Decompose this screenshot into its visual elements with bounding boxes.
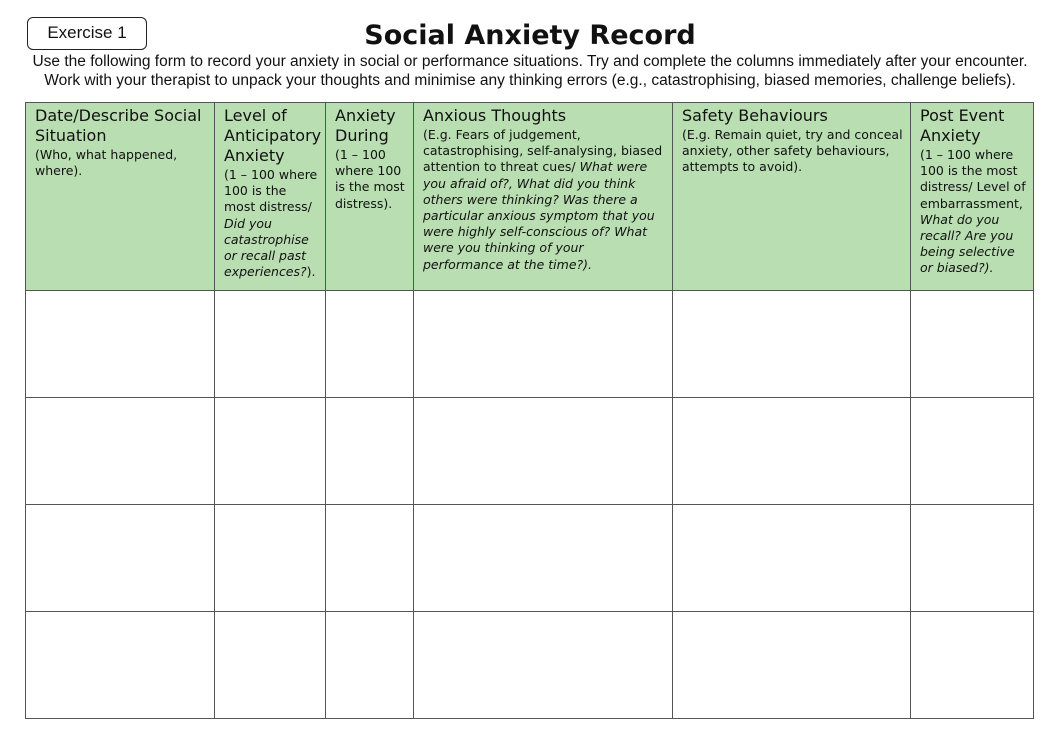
column-title: Safety Behaviours <box>682 106 828 125</box>
column-title: Date/Describe Social Situation <box>35 106 202 145</box>
column-header-anxiety-during <box>326 103 414 291</box>
entry-cell[interactable] <box>911 505 1034 612</box>
table-row <box>26 291 1034 398</box>
column-description: (E.g. Remain quiet, try and conceal anxiety, other safety behaviours, attempts to avoid). <box>682 127 903 175</box>
instruction-line: Use the following form to record your anxiety in social or performance situations. Try and complete the columns immediately after your encounter. <box>32 53 1028 70</box>
entry-cell[interactable] <box>673 398 911 505</box>
table-row <box>26 612 1034 719</box>
column-header-safety-behaviours <box>673 103 911 291</box>
column-header-post-event-anxiety <box>911 103 1034 291</box>
entry-cell[interactable] <box>414 291 673 398</box>
column-header-anxious-thoughts <box>414 103 673 291</box>
anxiety-record-table <box>25 102 1034 719</box>
entry-cell[interactable] <box>26 398 215 505</box>
page-title: Social Anxiety Record <box>364 20 696 51</box>
column-description: (E.g. Fears of judgement, catastrophising, self-analysing, biased attention to threat cues/ What were you afraid of?, What did you think others were thinking? Was there a particular anxious symptom that you were highly self-conscious of? What were you thinking of your performance at the time?). <box>423 127 663 272</box>
instruction-line: Work with your therapist to unpack your thoughts and minimise any thinking errors (e.g., catastrophising, biased memories, challenge beliefs). <box>44 72 1016 89</box>
entry-cell[interactable] <box>215 612 326 719</box>
entry-cell[interactable] <box>673 505 911 612</box>
entry-cell[interactable] <box>26 612 215 719</box>
entry-cell[interactable] <box>326 398 414 505</box>
entry-cell[interactable] <box>326 291 414 398</box>
entry-cell[interactable] <box>326 505 414 612</box>
column-description: (1 – 100 where 100 is the most distress/ Level of embarrassment, What do you recall? Are you being selective or biased?). <box>920 147 1026 276</box>
entry-cell[interactable] <box>26 291 215 398</box>
column-description: (Who, what happened, where). <box>35 147 178 179</box>
column-description: (1 – 100 where 100 is the most distress/ Did you catastrophise or recall past experiences?). <box>224 167 318 280</box>
table-header-row <box>26 103 1034 291</box>
column-title: Level of Anticipatory Anxiety <box>224 106 322 165</box>
entry-cell[interactable] <box>26 505 215 612</box>
column-header-situation <box>26 103 215 291</box>
column-title: Anxiety During <box>335 106 396 145</box>
entry-cell[interactable] <box>911 612 1034 719</box>
table-row <box>26 505 1034 612</box>
entry-cell[interactable] <box>673 612 911 719</box>
entry-cell[interactable] <box>414 398 673 505</box>
entry-cell[interactable] <box>414 505 673 612</box>
column-header-anticipatory-anxiety <box>215 103 326 291</box>
entry-cell[interactable] <box>414 612 673 719</box>
column-title: Anxious Thoughts <box>423 106 567 125</box>
entry-cell[interactable] <box>215 398 326 505</box>
instructions <box>0 52 1060 90</box>
table-row <box>26 398 1034 505</box>
entry-cell[interactable] <box>215 291 326 398</box>
entry-cell[interactable] <box>673 291 911 398</box>
column-description: (1 – 100 where 100 is the most distress). <box>335 147 405 211</box>
exercise-label: Exercise 1 <box>27 17 147 50</box>
entry-cell[interactable] <box>911 398 1034 505</box>
entry-cell[interactable] <box>326 612 414 719</box>
column-title: Post Event Anxiety <box>920 106 1005 145</box>
entry-cell[interactable] <box>911 291 1034 398</box>
entry-cell[interactable] <box>215 505 326 612</box>
